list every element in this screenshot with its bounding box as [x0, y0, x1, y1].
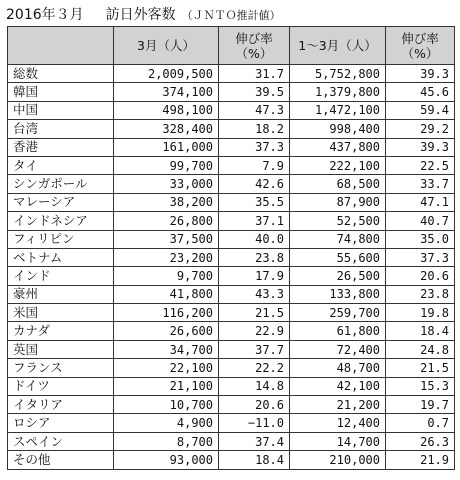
jan-mar-growth: 24.8: [386, 340, 455, 358]
march-visitors: 2,009,500: [114, 65, 219, 83]
march-visitors: 328,400: [114, 120, 219, 138]
country-name: 韓国: [8, 83, 114, 101]
country-name: 香港: [8, 138, 114, 156]
header-growth-march-line2: （%）: [235, 45, 273, 61]
jan-mar-visitors: 12,400: [290, 414, 386, 432]
jan-mar-growth: 59.4: [386, 101, 455, 119]
march-growth: 47.3: [219, 101, 290, 119]
jan-mar-visitors: 5,752,800: [290, 65, 386, 83]
table-row: [8, 414, 455, 432]
header-growth-jan-mar-line2: （%）: [401, 45, 439, 61]
jan-mar-visitors: 26,500: [290, 267, 386, 285]
march-growth: 31.7: [219, 65, 290, 83]
jan-mar-growth: 35.0: [386, 230, 455, 248]
country-name: ベトナム: [8, 248, 114, 266]
march-visitors: 21,100: [114, 377, 219, 395]
march-growth: 39.5: [219, 83, 290, 101]
header-growth-march: [219, 27, 290, 65]
jan-mar-visitors: 61,800: [290, 322, 386, 340]
march-growth: 23.8: [219, 248, 290, 266]
table-row: [8, 156, 455, 174]
march-visitors: 33,000: [114, 175, 219, 193]
jan-mar-growth: 33.7: [386, 175, 455, 193]
jan-mar-growth: 21.9: [386, 451, 455, 469]
table-row: [8, 193, 455, 211]
march-visitors: 22,100: [114, 359, 219, 377]
table-row: [8, 83, 455, 101]
march-visitors: 161,000: [114, 138, 219, 156]
jan-mar-visitors: 998,400: [290, 120, 386, 138]
march-growth: 14.8: [219, 377, 290, 395]
table-row: [8, 340, 455, 358]
table-header: [8, 27, 455, 65]
jan-mar-growth: 37.3: [386, 248, 455, 266]
header-jan-mar: 1～3月（人）: [290, 27, 386, 65]
header-growth-march-line1: 伸び率: [235, 30, 273, 46]
jan-mar-visitors: 68,500: [290, 175, 386, 193]
jan-mar-visitors: 133,800: [290, 285, 386, 303]
march-visitors: 4,900: [114, 414, 219, 432]
march-visitors: 93,000: [114, 451, 219, 469]
table-body: [8, 65, 455, 470]
header-row: [8, 27, 455, 65]
march-visitors: 38,200: [114, 193, 219, 211]
jan-mar-growth: 29.2: [386, 120, 455, 138]
jan-mar-visitors: 14,700: [290, 432, 386, 450]
jan-mar-visitors: 52,500: [290, 212, 386, 230]
jan-mar-growth: 23.8: [386, 285, 455, 303]
jan-mar-visitors: 1,472,100: [290, 101, 386, 119]
jan-mar-visitors: 222,100: [290, 156, 386, 174]
country-name: 総数: [8, 65, 114, 83]
march-visitors: 9,700: [114, 267, 219, 285]
country-name: イタリア: [8, 396, 114, 414]
march-visitors: 10,700: [114, 396, 219, 414]
jan-mar-visitors: 437,800: [290, 138, 386, 156]
march-visitors: 41,800: [114, 285, 219, 303]
visitor-table: [7, 26, 455, 470]
march-visitors: 8,700: [114, 432, 219, 450]
march-growth: 35.5: [219, 193, 290, 211]
march-visitors: 23,200: [114, 248, 219, 266]
march-growth: 18.2: [219, 120, 290, 138]
jan-mar-visitors: 48,700: [290, 359, 386, 377]
jan-mar-visitors: 55,600: [290, 248, 386, 266]
march-growth: 22.9: [219, 322, 290, 340]
march-growth: −11.0: [219, 414, 290, 432]
table-row: [8, 230, 455, 248]
table-row: [8, 285, 455, 303]
jan-mar-growth: 20.6: [386, 267, 455, 285]
jan-mar-growth: 19.7: [386, 396, 455, 414]
title-note: （ＪＮＴＯ推計値）: [181, 9, 281, 22]
march-growth: 43.3: [219, 285, 290, 303]
table-row: [8, 304, 455, 322]
title-subject: 訪日外客数: [105, 7, 176, 23]
jan-mar-growth: 26.3: [386, 432, 455, 450]
country-name: ドイツ: [8, 377, 114, 395]
country-name: インドネシア: [8, 212, 114, 230]
title-row: [6, 4, 281, 26]
march-growth: 42.6: [219, 175, 290, 193]
jan-mar-visitors: 87,900: [290, 193, 386, 211]
march-growth: 37.1: [219, 212, 290, 230]
country-name: 英国: [8, 340, 114, 358]
jan-mar-visitors: 259,700: [290, 304, 386, 322]
march-growth: 17.9: [219, 267, 290, 285]
table-row: [8, 65, 455, 83]
jan-mar-visitors: 42,100: [290, 377, 386, 395]
jan-mar-growth: 0.7: [386, 414, 455, 432]
table-row: [8, 248, 455, 266]
table-row: [8, 377, 455, 395]
jan-mar-growth: 47.1: [386, 193, 455, 211]
country-name: カナダ: [8, 322, 114, 340]
header-country: [8, 27, 114, 65]
country-name: フィリピン: [8, 230, 114, 248]
country-name: 米国: [8, 304, 114, 322]
table-row: [8, 101, 455, 119]
table-row: [8, 432, 455, 450]
table-row: [8, 359, 455, 377]
header-growth-jan-mar: [386, 27, 455, 65]
jan-mar-visitors: 72,400: [290, 340, 386, 358]
country-name: シンガポール: [8, 175, 114, 193]
march-visitors: 37,500: [114, 230, 219, 248]
jan-mar-growth: 19.8: [386, 304, 455, 322]
country-name: その他: [8, 451, 114, 469]
march-visitors: 26,800: [114, 212, 219, 230]
jan-mar-growth: 22.5: [386, 156, 455, 174]
jan-mar-visitors: 210,000: [290, 451, 386, 469]
march-visitors: 26,600: [114, 322, 219, 340]
table-row: [8, 138, 455, 156]
march-growth: 22.2: [219, 359, 290, 377]
jan-mar-growth: 18.4: [386, 322, 455, 340]
march-growth: 37.7: [219, 340, 290, 358]
march-growth: 37.3: [219, 138, 290, 156]
table-row: [8, 451, 455, 469]
table-row: [8, 267, 455, 285]
march-visitors: 34,700: [114, 340, 219, 358]
march-visitors: 374,100: [114, 83, 219, 101]
jan-mar-growth: 45.6: [386, 83, 455, 101]
table-row: [8, 396, 455, 414]
country-name: インド: [8, 267, 114, 285]
jan-mar-growth: 39.3: [386, 138, 455, 156]
country-name: 豪州: [8, 285, 114, 303]
country-name: ロシア: [8, 414, 114, 432]
march-growth: 18.4: [219, 451, 290, 469]
table-row: [8, 175, 455, 193]
march-growth: 21.5: [219, 304, 290, 322]
country-name: タイ: [8, 156, 114, 174]
march-visitors: 116,200: [114, 304, 219, 322]
table-row: [8, 212, 455, 230]
country-name: マレーシア: [8, 193, 114, 211]
country-name: フランス: [8, 359, 114, 377]
march-growth: 20.6: [219, 396, 290, 414]
header-march: 3月（人）: [114, 27, 219, 65]
table-row: [8, 120, 455, 138]
country-name: 中国: [8, 101, 114, 119]
march-visitors: 99,700: [114, 156, 219, 174]
title-date: 2016年３月: [6, 7, 84, 23]
jan-mar-visitors: 1,379,800: [290, 83, 386, 101]
country-name: 台湾: [8, 120, 114, 138]
jan-mar-visitors: 21,200: [290, 396, 386, 414]
jan-mar-growth: 15.3: [386, 377, 455, 395]
march-growth: 7.9: [219, 156, 290, 174]
march-visitors: 498,100: [114, 101, 219, 119]
header-growth-jan-mar-line1: 伸び率: [401, 30, 439, 46]
country-name: スペイン: [8, 432, 114, 450]
jan-mar-visitors: 74,800: [290, 230, 386, 248]
march-growth: 37.4: [219, 432, 290, 450]
table-row: [8, 322, 455, 340]
jan-mar-growth: 21.5: [386, 359, 455, 377]
march-growth: 40.0: [219, 230, 290, 248]
jan-mar-growth: 40.7: [386, 212, 455, 230]
jan-mar-growth: 39.3: [386, 65, 455, 83]
